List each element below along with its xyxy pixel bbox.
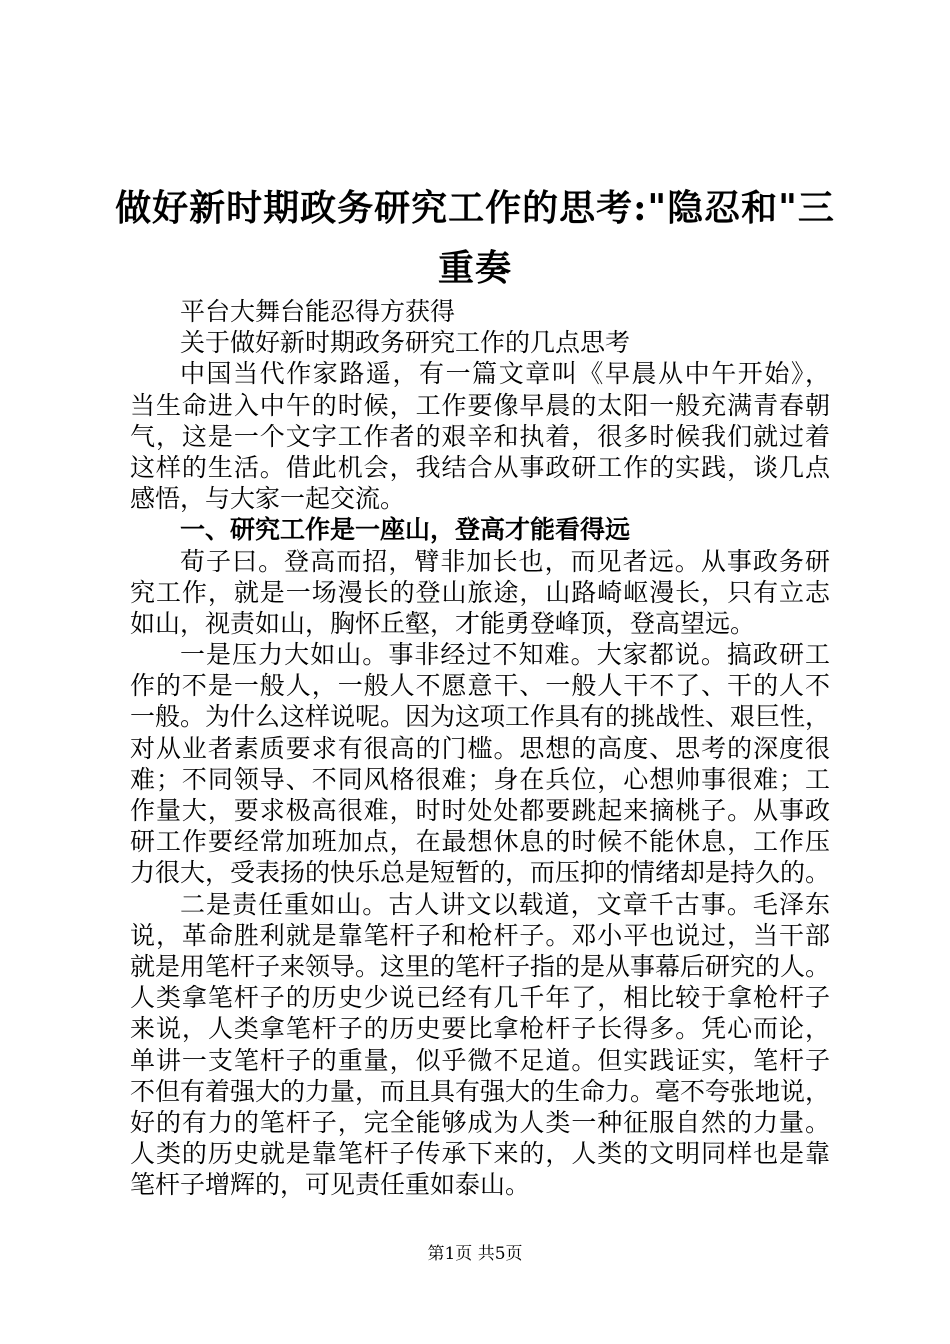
text-line: 就是用笔杆子来领导。这里的笔杆子指的是从事幕后研究的人。: [130, 951, 831, 981]
text-line: 对从业者素质要求有很高的门槛。思想的高度、思考的深度很: [130, 733, 830, 763]
text-line: 不但有着强大的力量，而且具有强大的生命力。毫不夸张地说，: [130, 1076, 831, 1106]
document-title-line-1: 做好新时期政务研究工作的思考:"隐忍和"三: [115, 187, 835, 229]
text-line: 这样的生活。借此机会，我结合从事政研工作的实践，谈几点: [130, 452, 830, 482]
document-body: [130, 296, 830, 1200]
text-line: 人类的历史就是靠笔杆子传承下来的，人类的文明同样也是靠: [130, 1139, 830, 1169]
text-line: 一是压力大如山。事非经过不知难。大家都说。搞政研工: [180, 640, 830, 670]
text-line: 关于做好新时期政务研究工作的几点思考: [180, 328, 631, 358]
text-line: 如山，视责如山，胸怀丘壑，才能勇登峰顶，登高望远。: [130, 608, 756, 638]
section-heading: 一、研究工作是一座山，登高才能看得远: [180, 515, 631, 545]
text-line: 笔杆子增辉的，可见责任重如泰山。: [130, 1170, 531, 1200]
text-line: 究工作，就是一场漫长的登山旅途，山路崎岖漫长，只有立志: [130, 577, 830, 607]
text-line: 单讲一支笔杆子的重量，似乎微不足道。但实践证实，笔杆子: [130, 1045, 830, 1075]
text-line: 好的有力的笔杆子，完全能够成为人类一种征服自然的力量。: [130, 1107, 830, 1137]
text-line: 人类拿笔杆子的历史少说已经有几千年了，相比较于拿枪杆子: [130, 983, 830, 1013]
text-line: 研工作要经常加班加点，在最想休息的时候不能休息，工作压: [130, 827, 830, 857]
text-line: 荀子曰。登高而招，臂非加长也，而见者远。从事政务研: [180, 546, 830, 576]
text-line: 难；不同领导、不同风格很难；身在兵位，心想帅事很难；工: [130, 764, 830, 794]
text-line: 中国当代作家路遥，有一篇文章叫《早晨从中午开始》，: [180, 359, 830, 389]
text-line: 来说，人类拿笔杆子的历史要比拿枪杆子长得多。凭心而论，: [130, 1014, 830, 1044]
text-line: 说，革命胜利就是靠笔杆子和枪杆子。邓小平也说过，当干部: [130, 920, 830, 950]
document-title-line-2: 重奏: [437, 247, 512, 289]
text-line: 作的不是一般人，一般人不愿意干、一般人干不了、干的人不: [130, 671, 830, 701]
text-line: 作量大，要求极高很难，时时处处都要跳起来摘桃子。从事政: [130, 796, 830, 825]
text-line: 感悟，与大家一起交流。: [130, 484, 406, 514]
text-line: 气，这是一个文字工作者的艰辛和执着，很多时候我们就过着: [130, 421, 830, 451]
text-line: 二是责任重如山。古人讲文以载道，文章千古事。毛泽东: [180, 889, 830, 919]
text-line: 当生命进入中午的时候，工作要像早晨的太阳一般充满青春朝: [130, 390, 830, 420]
text-line: 平台大舞台能忍得方获得: [180, 297, 456, 326]
page-footer: 第1页 共5页: [427, 1244, 523, 1264]
text-line: 力很大，受表扬的快乐总是短暂的，而压抑的情绪却是持久的。: [130, 858, 831, 888]
text-line: 一般。为什么这样说呢。因为这项工作具有的挑战性、艰巨性，: [130, 702, 831, 732]
